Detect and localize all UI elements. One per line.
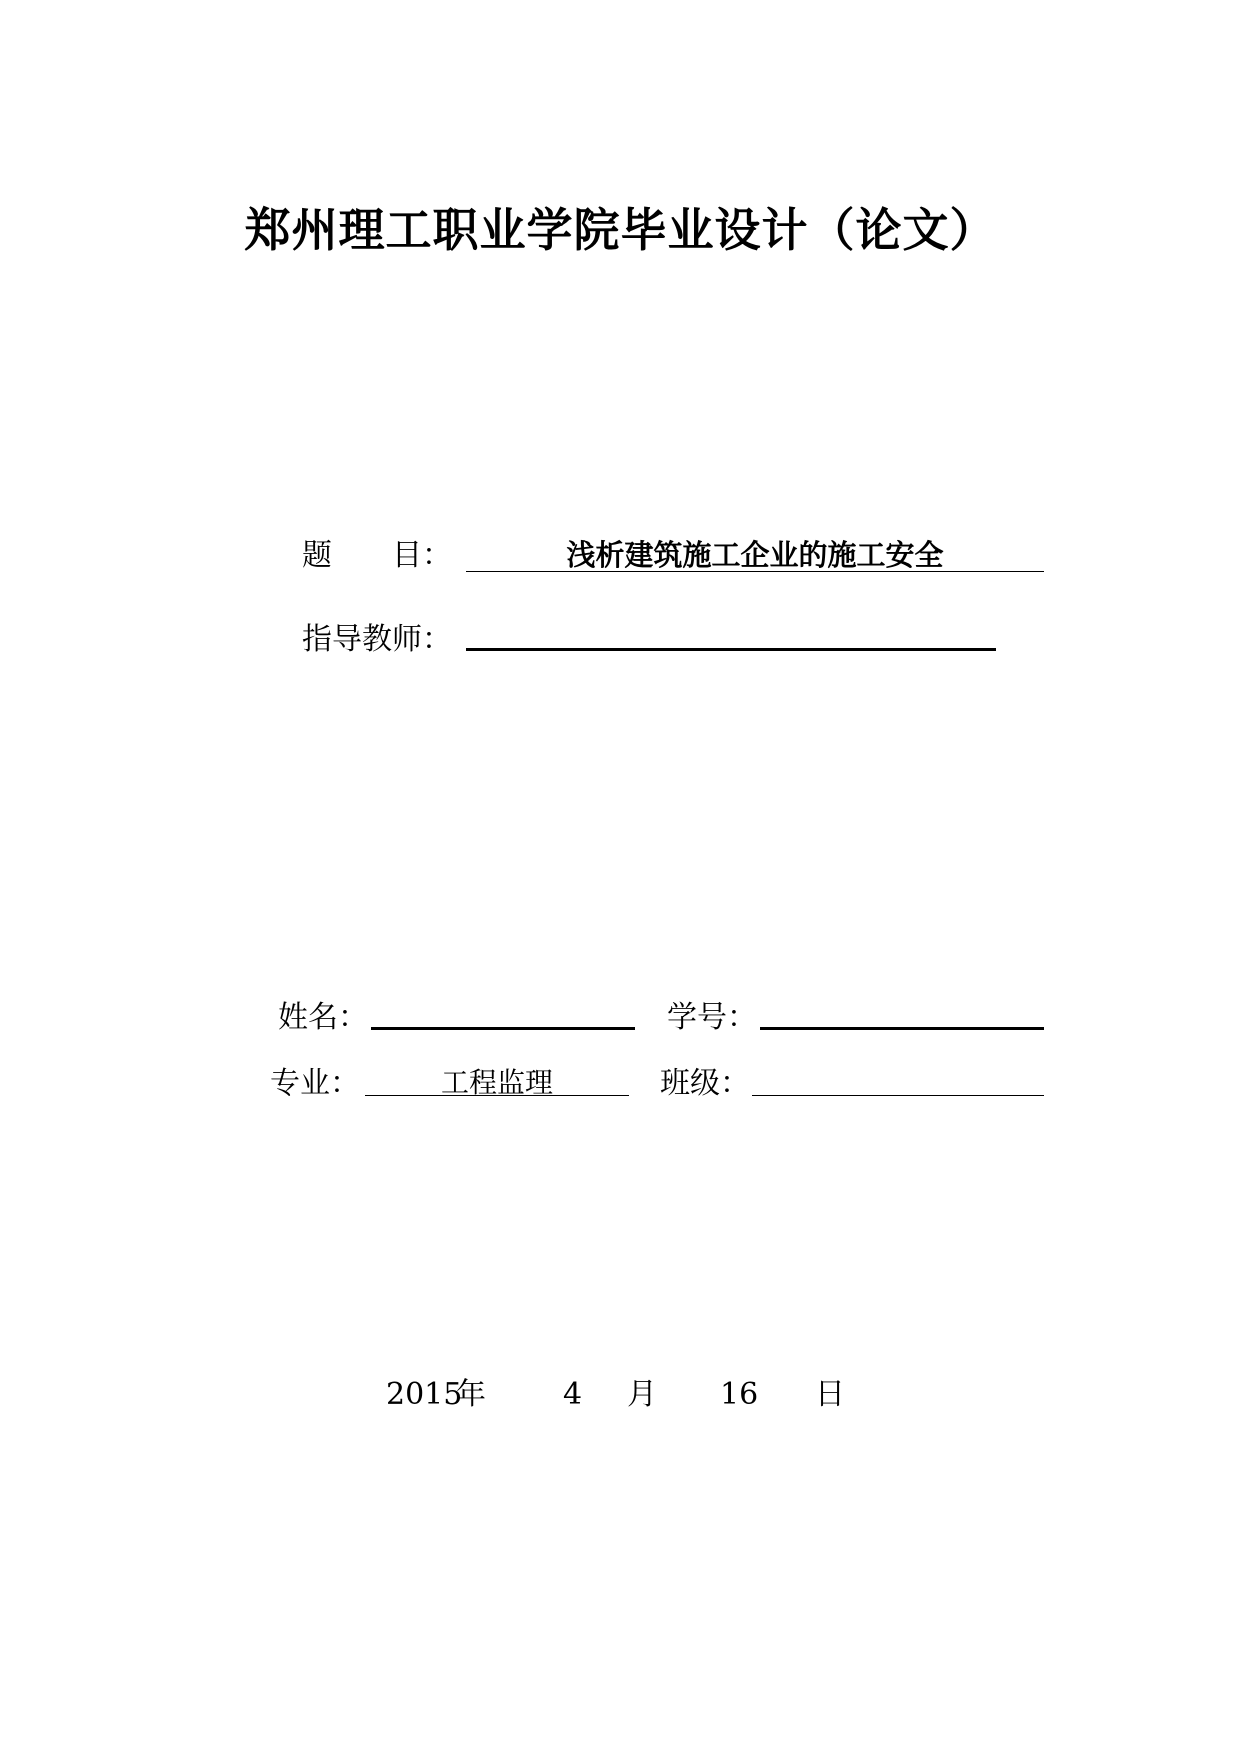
name-label: 姓名： <box>278 1000 368 1035</box>
date-month-unit: 月 <box>627 1377 657 1412</box>
topic-label: 题 目： <box>302 538 452 573</box>
advisor-label: 指导教师： <box>302 622 452 657</box>
date-year-unit: 年 <box>456 1377 486 1412</box>
class-label: 班级： <box>660 1066 750 1101</box>
major-value: 工程监理 <box>440 1066 553 1099</box>
major-underline <box>365 1095 629 1096</box>
advisor-underline <box>466 648 996 651</box>
student-id-underline <box>760 1027 1044 1030</box>
name-underline <box>371 1027 635 1030</box>
date-month: 4 <box>563 1377 583 1412</box>
date-day: 16 <box>720 1377 759 1412</box>
class-underline <box>752 1095 1044 1096</box>
document-title: 郑州理工职业学院毕业设计（论文） <box>244 203 997 257</box>
topic-value: 浅析建筑施工企业的施工安全 <box>566 538 944 572</box>
student-id-label: 学号： <box>667 1000 757 1035</box>
date-year: 2015 <box>386 1377 463 1412</box>
topic-underline <box>466 571 1044 572</box>
major-label: 专业： <box>270 1066 360 1101</box>
date-day-unit: 日 <box>815 1377 845 1412</box>
